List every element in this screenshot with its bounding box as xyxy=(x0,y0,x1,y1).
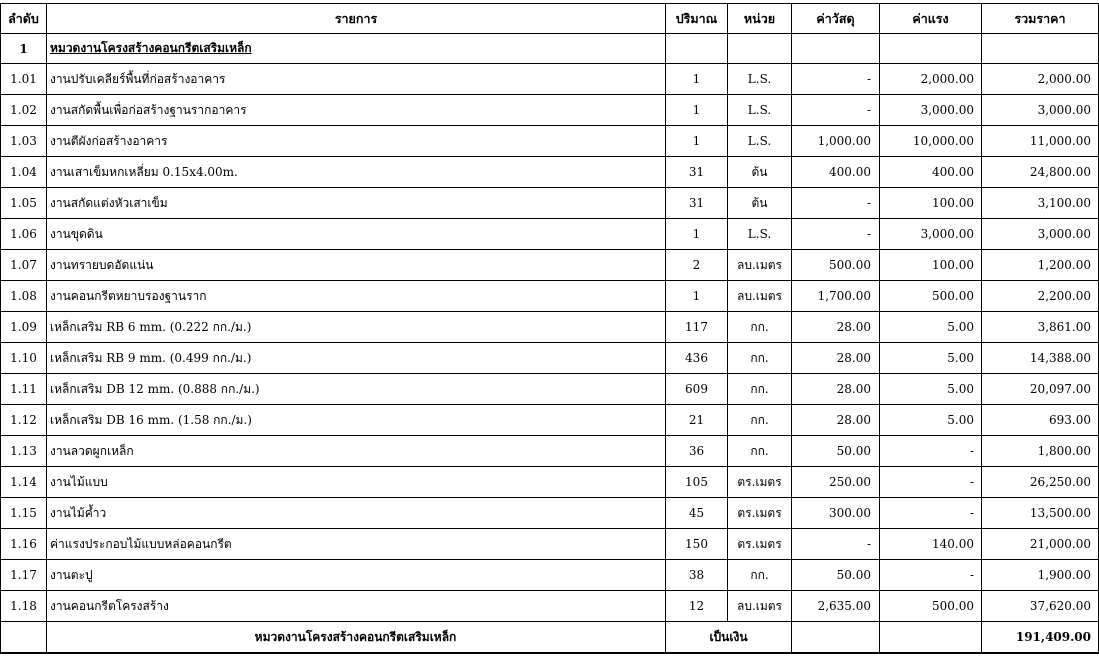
item-total: 1,800.00 xyxy=(982,436,1099,467)
item-unit: L.S. xyxy=(728,126,792,157)
item-total: 20,097.00 xyxy=(982,374,1099,405)
item-labor-cost: - xyxy=(880,498,982,529)
table-row xyxy=(1,343,1099,374)
item-number: 1.14 xyxy=(1,467,47,498)
item-material-cost: 28.00 xyxy=(792,343,880,374)
item-labor-cost: 3,000.00 xyxy=(880,95,982,126)
item-material-cost: 300.00 xyxy=(792,498,880,529)
boq-table xyxy=(0,3,1099,654)
item-unit: L.S. xyxy=(728,219,792,250)
table-row xyxy=(1,405,1099,436)
item-quantity: 436 xyxy=(666,343,728,374)
item-material-cost: 2,635.00 xyxy=(792,591,880,622)
item-description: งานสกัดแต่งหัวเสาเข็ม xyxy=(47,188,666,219)
item-material-cost: - xyxy=(792,219,880,250)
item-number: 1.03 xyxy=(1,126,47,157)
item-total: 14,388.00 xyxy=(982,343,1099,374)
item-labor-cost: - xyxy=(880,560,982,591)
item-total: 2,000.00 xyxy=(982,64,1099,95)
item-number: 1.15 xyxy=(1,498,47,529)
item-number: 1.13 xyxy=(1,436,47,467)
item-unit: ตร.เมตร xyxy=(728,498,792,529)
item-total: 37,620.00 xyxy=(982,591,1099,622)
item-unit: ลบ.เมตร xyxy=(728,250,792,281)
item-number: 1.17 xyxy=(1,560,47,591)
total-row xyxy=(1,622,1099,654)
empty-cell xyxy=(1,622,47,654)
grand-total-value: 191,409.00 xyxy=(982,622,1099,654)
item-material-cost: - xyxy=(792,529,880,560)
item-quantity: 36 xyxy=(666,436,728,467)
header-quantity: ปริมาณ xyxy=(666,4,728,34)
empty-cell xyxy=(792,34,880,64)
item-description: เหล็กเสริม DB 12 mm. (0.888 กก./ม.) xyxy=(47,374,666,405)
empty-cell xyxy=(792,622,880,654)
item-total: 26,250.00 xyxy=(982,467,1099,498)
item-description: งานขุดดิน xyxy=(47,219,666,250)
item-labor-cost: 5.00 xyxy=(880,405,982,436)
item-quantity: 105 xyxy=(666,467,728,498)
item-unit: กก. xyxy=(728,343,792,374)
table-row xyxy=(1,188,1099,219)
item-quantity: 150 xyxy=(666,529,728,560)
item-material-cost: 1,000.00 xyxy=(792,126,880,157)
item-labor-cost: 3,000.00 xyxy=(880,219,982,250)
item-unit: ต้น xyxy=(728,157,792,188)
item-quantity: 38 xyxy=(666,560,728,591)
item-description: งานทรายบดอัดแน่น xyxy=(47,250,666,281)
item-labor-cost: 400.00 xyxy=(880,157,982,188)
item-number: 1.08 xyxy=(1,281,47,312)
table-row xyxy=(1,157,1099,188)
item-total: 3,000.00 xyxy=(982,219,1099,250)
table-row xyxy=(1,250,1099,281)
item-total: 11,000.00 xyxy=(982,126,1099,157)
table-row xyxy=(1,219,1099,250)
item-labor-cost: 5.00 xyxy=(880,343,982,374)
table-row xyxy=(1,467,1099,498)
table-row xyxy=(1,95,1099,126)
item-quantity: 1 xyxy=(666,281,728,312)
item-labor-cost: - xyxy=(880,467,982,498)
item-material-cost: 28.00 xyxy=(792,312,880,343)
item-number: 1.05 xyxy=(1,188,47,219)
header-unit: หน่วย xyxy=(728,4,792,34)
item-description: งานตีผังก่อสร้างอาคาร xyxy=(47,126,666,157)
item-quantity: 117 xyxy=(666,312,728,343)
item-material-cost: - xyxy=(792,95,880,126)
item-unit: กก. xyxy=(728,436,792,467)
item-material-cost: 250.00 xyxy=(792,467,880,498)
table-row xyxy=(1,312,1099,343)
item-total: 3,000.00 xyxy=(982,95,1099,126)
item-description: เหล็กเสริม RB 6 mm. (0.222 กก./ม.) xyxy=(47,312,666,343)
item-quantity: 31 xyxy=(666,157,728,188)
item-quantity: 21 xyxy=(666,405,728,436)
item-number: 1.02 xyxy=(1,95,47,126)
item-unit: ลบ.เมตร xyxy=(728,281,792,312)
item-number: 1.18 xyxy=(1,591,47,622)
table-row xyxy=(1,560,1099,591)
item-labor-cost: 5.00 xyxy=(880,312,982,343)
item-description: เหล็กเสริม DB 16 mm. (1.58 กก./ม.) xyxy=(47,405,666,436)
item-quantity: 1 xyxy=(666,126,728,157)
item-number: 1.04 xyxy=(1,157,47,188)
item-total: 24,800.00 xyxy=(982,157,1099,188)
item-description: งานตะปู xyxy=(47,560,666,591)
item-number: 1.07 xyxy=(1,250,47,281)
table-row xyxy=(1,126,1099,157)
item-number: 1.16 xyxy=(1,529,47,560)
item-labor-cost: 500.00 xyxy=(880,281,982,312)
item-description: ค่าแรงประกอบไม้แบบหล่อคอนกรีต xyxy=(47,529,666,560)
item-unit: กก. xyxy=(728,374,792,405)
table-row xyxy=(1,591,1099,622)
item-quantity: 2 xyxy=(666,250,728,281)
empty-cell xyxy=(880,34,982,64)
item-labor-cost: 100.00 xyxy=(880,188,982,219)
item-total: 3,861.00 xyxy=(982,312,1099,343)
item-number: 1.12 xyxy=(1,405,47,436)
item-total: 1,900.00 xyxy=(982,560,1099,591)
item-total: 693.00 xyxy=(982,405,1099,436)
section-number: 1 xyxy=(1,34,47,64)
table-row xyxy=(1,281,1099,312)
item-quantity: 1 xyxy=(666,219,728,250)
item-material-cost: 500.00 xyxy=(792,250,880,281)
item-total: 3,100.00 xyxy=(982,188,1099,219)
empty-cell xyxy=(666,34,728,64)
item-unit: กก. xyxy=(728,405,792,436)
item-labor-cost: - xyxy=(880,436,982,467)
table-row xyxy=(1,529,1099,560)
table-body xyxy=(1,34,1099,622)
item-unit: ต้น xyxy=(728,188,792,219)
header-labor-cost: ค่าแรง xyxy=(880,4,982,34)
header-no: ลำดับ xyxy=(1,4,47,34)
item-description: งานคอนกรีตหยาบรองฐานราก xyxy=(47,281,666,312)
item-material-cost: - xyxy=(792,188,880,219)
empty-cell xyxy=(982,34,1099,64)
item-unit: กก. xyxy=(728,560,792,591)
item-unit: ลบ.เมตร xyxy=(728,591,792,622)
section-row xyxy=(1,34,1099,64)
item-unit: ตร.เมตร xyxy=(728,529,792,560)
item-labor-cost: 2,000.00 xyxy=(880,64,982,95)
item-total: 13,500.00 xyxy=(982,498,1099,529)
item-number: 1.01 xyxy=(1,64,47,95)
item-quantity: 1 xyxy=(666,95,728,126)
table-row xyxy=(1,498,1099,529)
item-material-cost: 28.00 xyxy=(792,374,880,405)
item-material-cost: 50.00 xyxy=(792,436,880,467)
item-description: งานสกัดพื้นเพื่อก่อสร้างฐานรากอาคาร xyxy=(47,95,666,126)
item-material-cost: 1,700.00 xyxy=(792,281,880,312)
item-number: 1.11 xyxy=(1,374,47,405)
table-header xyxy=(1,4,1099,34)
item-total: 21,000.00 xyxy=(982,529,1099,560)
item-unit: L.S. xyxy=(728,95,792,126)
item-quantity: 1 xyxy=(666,64,728,95)
item-quantity: 31 xyxy=(666,188,728,219)
table-row xyxy=(1,374,1099,405)
empty-cell xyxy=(880,622,982,654)
header-material-cost: ค่าวัสดุ xyxy=(792,4,880,34)
item-description: งานลวดผูกเหล็ก xyxy=(47,436,666,467)
item-description: งานไม้แบบ xyxy=(47,467,666,498)
item-number: 1.09 xyxy=(1,312,47,343)
item-description: งานคอนกรีตโครงสร้าง xyxy=(47,591,666,622)
item-labor-cost: 5.00 xyxy=(880,374,982,405)
empty-cell xyxy=(728,34,792,64)
section-title: หมวดงานโครงสร้างคอนกรีตเสริมเหล็ก xyxy=(47,34,666,64)
item-material-cost: 400.00 xyxy=(792,157,880,188)
item-labor-cost: 500.00 xyxy=(880,591,982,622)
total-row-title: หมวดงานโครงสร้างคอนกรีตเสริมเหล็ก xyxy=(47,622,666,654)
item-material-cost: 50.00 xyxy=(792,560,880,591)
header-description: รายการ xyxy=(47,4,666,34)
item-quantity: 609 xyxy=(666,374,728,405)
item-description: งานไม้ค้ำว xyxy=(47,498,666,529)
item-description: เหล็กเสริม RB 9 mm. (0.499 กก./ม.) xyxy=(47,343,666,374)
item-description: งานปรับเคลียร์พื้นที่ก่อสร้างอาคาร xyxy=(47,64,666,95)
item-unit: ตร.เมตร xyxy=(728,467,792,498)
item-total: 1,200.00 xyxy=(982,250,1099,281)
item-quantity: 12 xyxy=(666,591,728,622)
item-labor-cost: 140.00 xyxy=(880,529,982,560)
item-quantity: 45 xyxy=(666,498,728,529)
item-description: งานเสาเข็มหกเหลี่ยม 0.15x4.00m. xyxy=(47,157,666,188)
item-labor-cost: 100.00 xyxy=(880,250,982,281)
item-unit: L.S. xyxy=(728,64,792,95)
total-row-label: เป็นเงิน xyxy=(666,622,792,654)
table-row xyxy=(1,436,1099,467)
item-material-cost: 28.00 xyxy=(792,405,880,436)
header-total: รวมราคา xyxy=(982,4,1099,34)
item-material-cost: - xyxy=(792,64,880,95)
item-total: 2,200.00 xyxy=(982,281,1099,312)
item-unit: กก. xyxy=(728,312,792,343)
table-row xyxy=(1,64,1099,95)
item-number: 1.10 xyxy=(1,343,47,374)
item-number: 1.06 xyxy=(1,219,47,250)
item-labor-cost: 10,000.00 xyxy=(880,126,982,157)
